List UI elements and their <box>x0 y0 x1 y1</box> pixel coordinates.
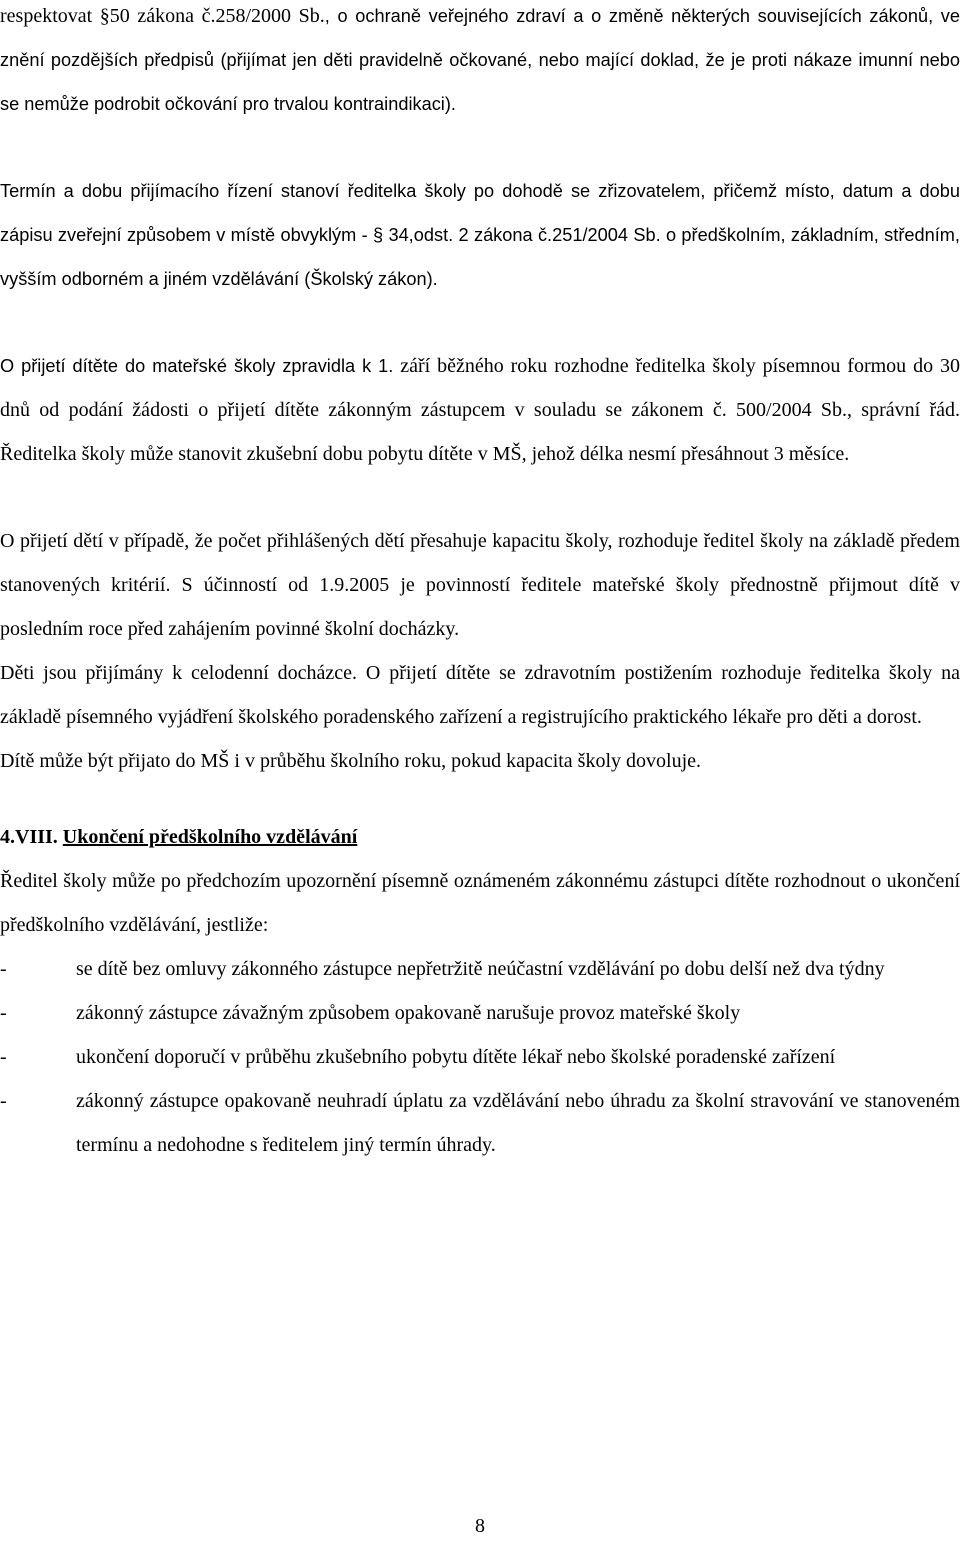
paragraph-capacity: O přijetí dětí v případě, že počet přihlášených dětí přesahuje kapacitu školy, rozhoduje ředitel školy na základě předem stanovených kritérií. S účinností od 1.9.2005 je povinností ředitele mateřské školy přednostně přijmout dítě v posledním roce před zahájením povinné školní docházky. <box>0 530 960 640</box>
list-dash: - <box>0 1002 7 1024</box>
list-item-text: ukončení doporučí v průběhu zkušebního pobytu dítěte lékař nebo školské poradenské zařízení <box>76 1046 836 1068</box>
spacer <box>0 301 960 344</box>
paragraph-full-day: Děti jsou přijímány k celodenní docházce. O přijetí dítěte se zdravotním postižením rozhoduje ředitelka školy na základě písemného vyjádření školského poradenského zařízení a registrujícího praktického lékaře pro děti a dorost. <box>0 662 960 728</box>
spacer <box>0 783 960 815</box>
spacer <box>0 476 960 519</box>
section-heading <box>0 815 960 859</box>
paragraph-during-year: Dítě může být přijato do MŠ i v průběhu školního roku, pokud kapacita školy dovoluje. <box>0 750 702 772</box>
list-dash: - <box>0 1046 7 1068</box>
paragraph-admission-terms-lead: Termín a dobu přijímacího řízení stanoví ředitelka školy po dohodě se zřizovatelem, přičemž místo, datum a dobu zápisu zveřejní způsobem v místě obvyklým - § 34,odst. 2 zákona č.251/2004 Sb. <box>0 181 960 245</box>
paragraph-admission-decision-lead: O přijetí dítěte do mateřské školy zpravidla k 1. <box>0 356 394 376</box>
paragraph-vaccination-lead: respektovat §50 zákona č.258/2000 Sb. <box>0 5 325 27</box>
list-item-text: zákonný zástupce závažným způsobem opakovaně narušuje provoz mateřské školy <box>76 1002 741 1024</box>
list-item-text: zákonný zástupce opakovaně neuhradí úplatu za vzdělávání nebo úhradu za školní stravování ve stanoveném termínu a nedohodne s ředitelem jiný termín úhrady. <box>76 1090 960 1156</box>
list-dash: - <box>0 1090 7 1112</box>
paragraph-admission-decision-body: září běžného roku rozhodne ředitelka školy písemnou formou do 30 dnů od podání žádosti o přijetí dítěte zákonným zástupcem v souladu se zákonem č. 500/2004 Sb., správní řád. Ředitelka školy může stanovit zkušební dobu pobytu dítěte v MŠ, jehož délka nesmí přesáhnout 3 měsíce. <box>0 355 960 465</box>
paragraph-termination: Ředitel školy může po předchozím upozornění písemně oznámeném zákonnému zástupci dítěte rozhodnout o ukončení předškolního vzdělávání, jestliže: <box>0 870 960 936</box>
list-item <box>0 947 960 991</box>
section-number: 4.VIII. <box>0 826 58 848</box>
termination-list <box>0 947 960 1167</box>
paragraph-admission-terms-body: o předškolním, základním, středním, vyšším odborném a jiném vzdělávání (Školský zákon). <box>0 225 960 289</box>
paragraph-vaccination <box>0 0 960 126</box>
page-number: 8 <box>475 1515 485 1537</box>
spacer <box>0 126 960 169</box>
list-item <box>0 1035 960 1079</box>
list-item-text: se dítě bez omluvy zákonného zástupce nepřetržitě neúčastní vzdělávání po dobu delší než dva týdny <box>76 958 885 980</box>
paragraph-vaccination-body: , o ochraně veřejného zdraví a o změně některých souvisejících zákonů, ve znění pozdějších předpisů (přijímat jen děti pravidelně očkované, nebo mající doklad, že je proti nákaze imunní nebo se nemůže podrobit očkování pro trvalou kontraindikaci). <box>0 6 960 114</box>
list-item <box>0 1079 960 1167</box>
paragraph-admission-decision <box>0 344 960 476</box>
section-title: Ukončení předškolního vzdělávání <box>62 826 358 848</box>
list-item <box>0 991 960 1035</box>
paragraph-admission-terms <box>0 169 960 301</box>
list-dash: - <box>0 958 7 980</box>
